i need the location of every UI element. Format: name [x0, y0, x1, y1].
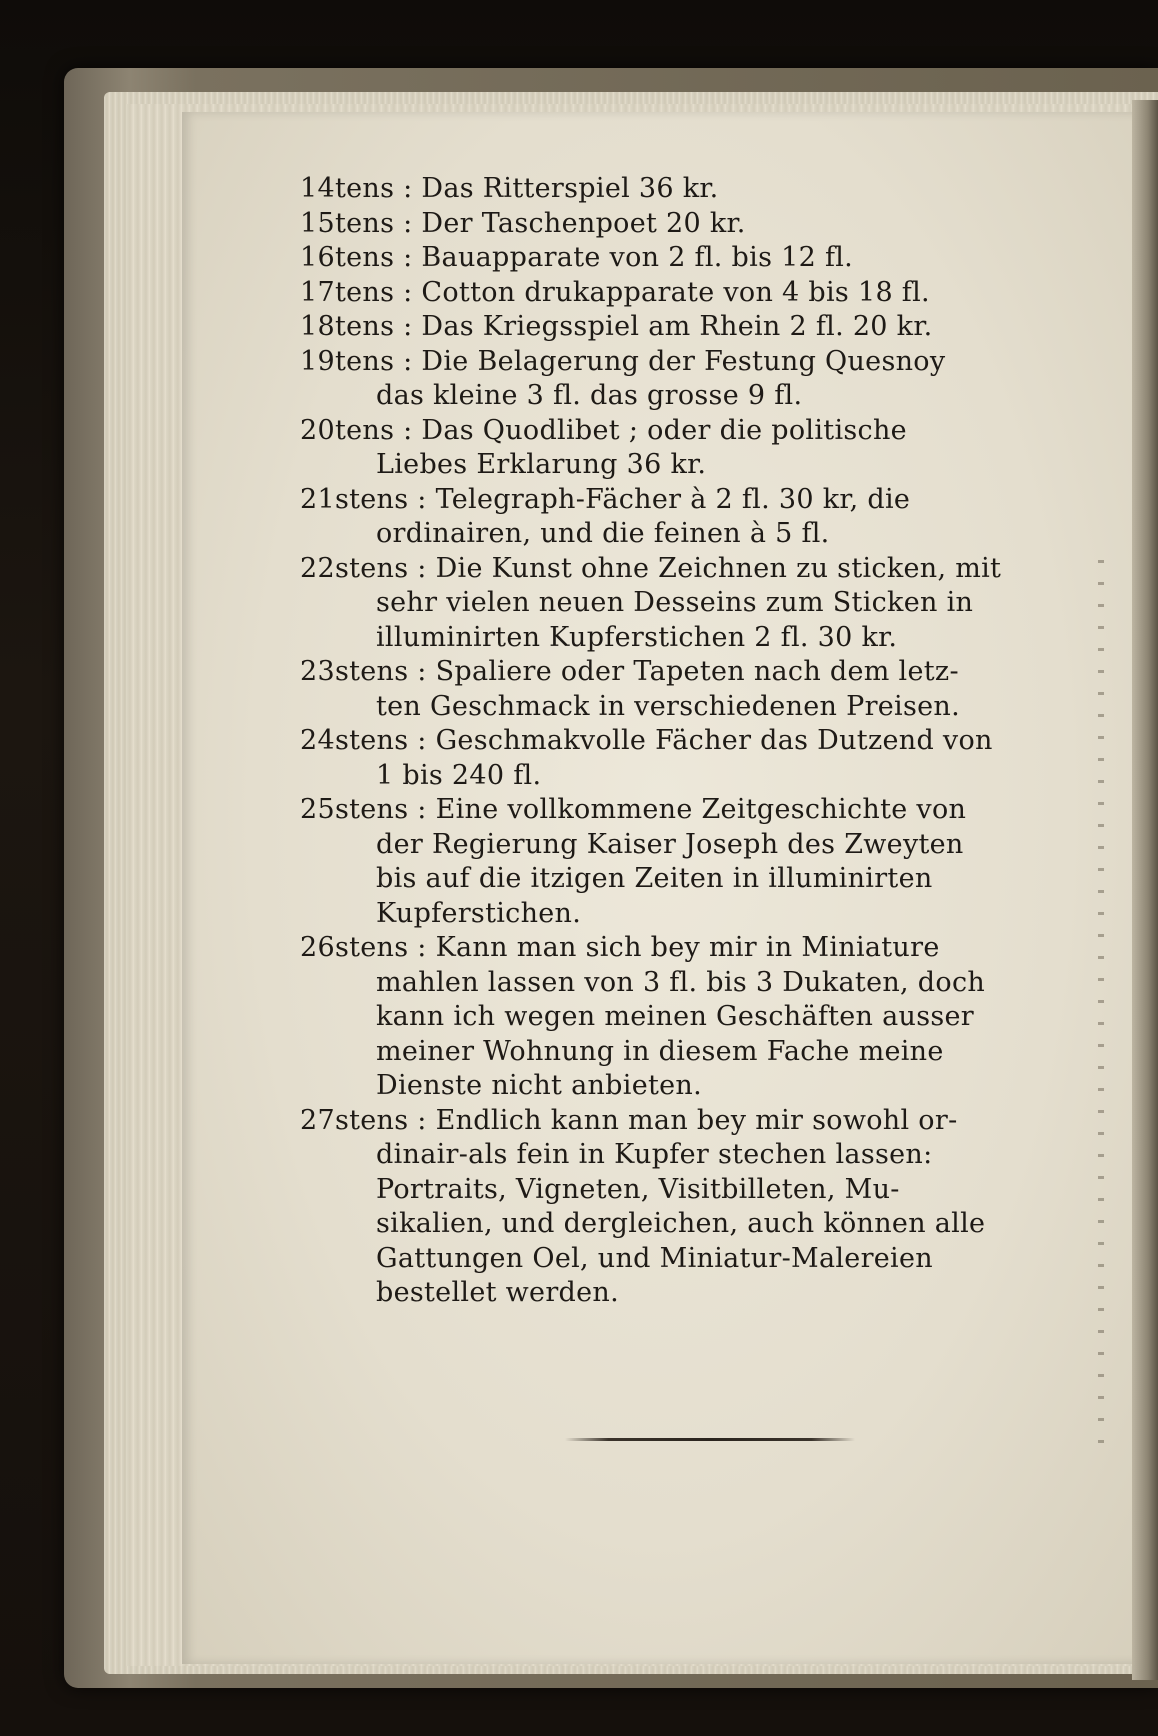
entry-separator: :	[394, 414, 422, 446]
list-entry	[300, 793, 1120, 931]
list-entry	[300, 345, 1120, 414]
entry-first-line	[300, 483, 1120, 518]
entry-number: 21stens	[300, 483, 409, 515]
entry-text: bis auf die itzigen Zeiten in illuminirten	[376, 863, 933, 894]
entry-text: Kann man sich bey mir in Miniature	[435, 932, 940, 963]
entry-text: dinair-als fein in Kupfer stechen lassen:	[376, 1139, 933, 1170]
list-entry	[300, 724, 1120, 793]
entry-separator: :	[408, 1104, 436, 1136]
entry-separator: :	[408, 552, 436, 584]
entry-text: Die Belagerung der Festung Quesnoy	[421, 345, 946, 377]
entry-number: 15tens	[300, 207, 395, 239]
entry-number: 14tens	[300, 173, 395, 204]
entry-first-line	[300, 793, 1120, 828]
entry-number: 16tens	[300, 242, 395, 273]
entry-number: 23stens	[300, 656, 409, 687]
list-entry	[300, 483, 1120, 552]
entry-text: Spaliere oder Tapeten nach dem letz-	[435, 656, 959, 687]
entry-continuation-line	[300, 379, 1120, 414]
entry-text: kann ich wegen meinen Geschäften ausser	[376, 1001, 975, 1032]
entry-continuation-line	[300, 1138, 1120, 1173]
list-entry	[300, 310, 1120, 345]
entry-number: 25stens	[300, 794, 409, 825]
entry-text: Geschmakvolle Fächer das Dutzend von	[435, 725, 993, 756]
entry-text: ordinairen, und die feinen à 5 fl.	[376, 518, 830, 549]
list-entry	[300, 414, 1120, 483]
entry-continuation-line	[300, 828, 1120, 863]
entry-text: Das Quodlibet ; oder die politische	[421, 414, 907, 446]
entry-continuation-line	[300, 1173, 1120, 1208]
entry-separator: :	[408, 725, 436, 756]
entry-first-line	[300, 207, 1120, 242]
entry-separator: :	[394, 207, 422, 239]
entry-number: 17tens	[300, 276, 395, 308]
list-entry	[300, 207, 1120, 242]
entry-text: Telegraph-Fächer à 2 fl. 30 kr, die	[435, 483, 911, 515]
list-entry	[300, 276, 1120, 311]
entry-continuation-line	[300, 690, 1120, 725]
entry-text: Cotton drukapparate von 4 bis 18 fl.	[421, 276, 930, 308]
entry-separator: :	[394, 311, 422, 342]
entry-text: Gattungen Oel, und Miniatur-Malereien	[376, 1242, 933, 1274]
entry-number: 19tens	[300, 345, 395, 377]
entry-number: 22stens	[300, 552, 409, 584]
entry-separator: :	[408, 932, 436, 963]
entry-number: 18tens	[300, 311, 395, 342]
list-entry	[300, 655, 1120, 724]
entry-text: Portraits, Vigneten, Visitbilleten, Mu-	[376, 1173, 900, 1205]
entry-separator: :	[408, 656, 436, 687]
entry-text: Kupferstichen.	[376, 897, 582, 929]
entry-separator: :	[394, 242, 422, 273]
book-gutter	[1132, 100, 1158, 1680]
entry-first-line	[300, 276, 1120, 311]
entry-text: Dienste nicht anbieten.	[376, 1070, 702, 1101]
entry-text: Der Taschenpoet 20 kr.	[421, 207, 746, 239]
entry-continuation-line	[300, 1242, 1120, 1277]
entry-text: illuminirten Kupferstichen 2 fl. 30 kr.	[376, 621, 898, 653]
entry-text: ten Geschmack in verschiedenen Preisen.	[376, 690, 960, 722]
entry-text: 1 bis 240 fl.	[376, 759, 542, 791]
entry-separator: :	[408, 794, 436, 825]
entry-text: das kleine 3 fl. das grosse 9 fl.	[376, 380, 803, 411]
entry-separator: :	[408, 483, 436, 515]
entry-continuation-line	[300, 448, 1120, 483]
entry-text: sikalien, und dergleichen, auch können alle	[376, 1208, 986, 1239]
entry-text: bestellet werden.	[376, 1277, 619, 1308]
entry-continuation-line	[300, 517, 1120, 552]
entry-first-line	[300, 931, 1120, 966]
entry-first-line	[300, 655, 1120, 690]
list-entry	[300, 172, 1120, 207]
entry-first-line	[300, 552, 1120, 587]
list-entry	[300, 241, 1120, 276]
entry-continuation-line	[300, 966, 1120, 1001]
entry-text: Eine vollkommene Zeitgeschichte von	[435, 794, 967, 825]
list-entry	[300, 931, 1120, 1104]
entry-first-line	[300, 414, 1120, 449]
entry-number: 26stens	[300, 932, 409, 963]
entry-continuation-line	[300, 862, 1120, 897]
entry-first-line	[300, 1104, 1120, 1139]
entry-number: 24stens	[300, 725, 409, 756]
entry-continuation-line	[300, 621, 1120, 656]
list-entry	[300, 1104, 1120, 1311]
entry-number: 20tens	[300, 414, 395, 446]
entry-text: Das Ritterspiel 36 kr.	[421, 173, 719, 204]
entry-text: Bauapparate von 2 fl. bis 12 fl.	[421, 242, 854, 273]
entry-text: sehr vielen neuen Desseins zum Sticken in	[376, 587, 974, 618]
entry-number: 27stens	[300, 1104, 409, 1136]
list-entry	[300, 552, 1120, 656]
entry-text: meiner Wohnung in diesem Fache meine	[376, 1035, 944, 1067]
entry-first-line	[300, 172, 1120, 207]
page-text	[300, 172, 1120, 1311]
entry-text: der Regierung Kaiser Joseph des Zweyten	[376, 828, 964, 860]
entry-first-line	[300, 724, 1120, 759]
entry-separator: :	[394, 173, 422, 204]
entry-first-line	[300, 241, 1120, 276]
entry-continuation-line	[300, 586, 1120, 621]
entry-continuation-line	[300, 1207, 1120, 1242]
entry-separator: :	[394, 276, 422, 308]
entry-continuation-line	[300, 759, 1120, 794]
entry-first-line	[300, 310, 1120, 345]
entry-continuation-line	[300, 1000, 1120, 1035]
entry-text: Das Kriegsspiel am Rhein 2 fl. 20 kr.	[421, 311, 933, 342]
entry-continuation-line	[300, 1276, 1120, 1311]
entry-text: Liebes Erklarung 36 kr.	[376, 449, 707, 480]
entry-text: mahlen lassen von 3 fl. bis 3 Dukaten, doch	[376, 966, 986, 998]
entry-continuation-line	[300, 1035, 1120, 1070]
entry-continuation-line	[300, 897, 1120, 932]
end-rule	[565, 1438, 855, 1441]
entry-separator: :	[394, 345, 422, 377]
entry-continuation-line	[300, 1069, 1120, 1104]
entry-first-line	[300, 345, 1120, 380]
entry-text: Die Kunst ohne Zeichnen zu sticken, mit	[435, 552, 1002, 584]
entry-text: Endlich kann man bey mir sowohl or-	[435, 1104, 958, 1136]
